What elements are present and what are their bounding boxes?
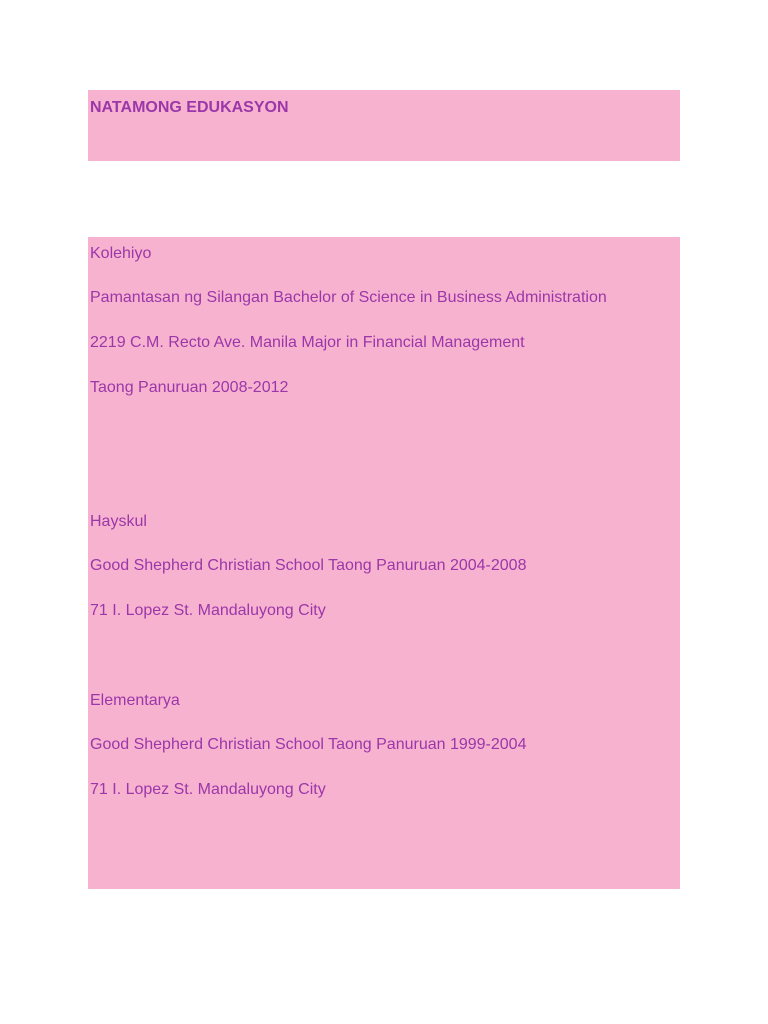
section-header-box [88,90,680,161]
highschool-address-line: 71 I. Lopez St. Mandaluyong City [90,602,326,619]
section-title: NATAMONG EDUKASYON [90,99,289,116]
college-school-line: Pamantasan ng Silangan Bachelor of Science in Business Administration [90,289,607,306]
college-address-line: 2219 C.M. Recto Ave. Manila Major in Financial Management [90,334,525,351]
elementary-school-line: Good Shepherd Christian School Taong Panuruan 1999-2004 [90,736,527,753]
education-content-box [88,237,680,889]
college-years-line: Taong Panuruan 2008-2012 [90,379,289,396]
elementary-heading: Elementarya [90,692,180,709]
college-heading: Kolehiyo [90,245,152,262]
highschool-heading: Hayskul [90,513,147,530]
elementary-address-line: 71 I. Lopez St. Mandaluyong City [90,781,326,798]
highschool-school-line: Good Shepherd Christian School Taong Panuruan 2004-2008 [90,557,527,574]
